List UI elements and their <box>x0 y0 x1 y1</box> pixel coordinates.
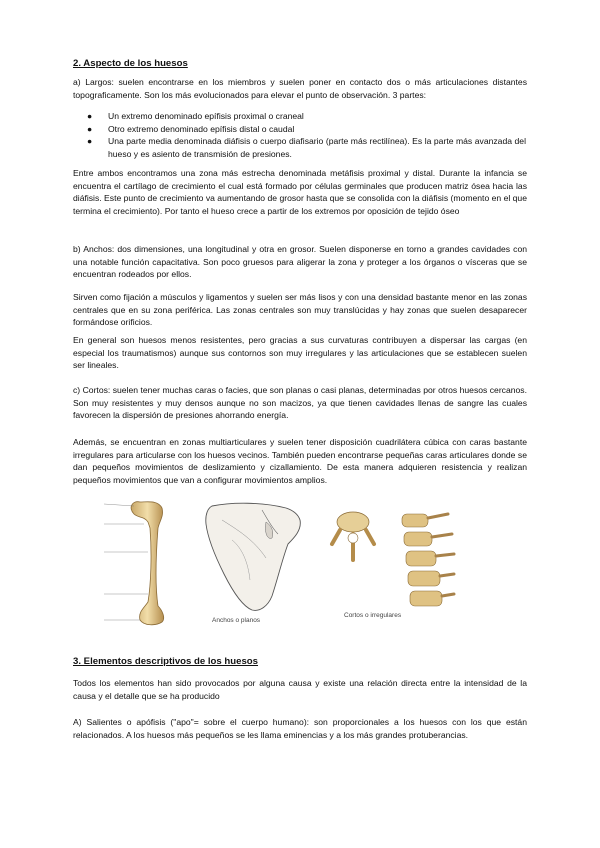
paragraph-intro-elementos: Todos los elementos han sido provocados por alguna causa y existe una relación directa entre la intensidad de la causa y el detalle que se ha producido <box>73 678 527 701</box>
spine-figure <box>392 510 456 610</box>
list-item: ● Otro extremo denominado epífisis distal o caudal <box>87 123 295 134</box>
long-bone-illustration <box>104 494 194 630</box>
flat-bone-figure <box>202 500 308 616</box>
paragraph-cortos: c) Cortos: suelen tener muchas caras o facies, que son planas o casi planas, determinadas por otros huesos cercanos. Son muy resistentes y muy densos aunque no son macizos, ya que tienen cavidades llenas de sangre las cuales favorecen la dispersión de presiones ahorrando energía. <box>73 385 527 421</box>
paragraph-largos: a) Largos: suelen encontrarse en los miembros y suelen poner en contacto dos o más articulaciones distantes topograficamente. Son los más evolucionados para elevar el punto de observación. 3 partes: <box>73 77 527 100</box>
list-item: ● Una parte media denominada diáfisis o cuerpo diafisario (parte más rectilínea). Es la parte más avanzada del hueso y es asiento de transmisión de presiones. <box>87 136 526 159</box>
section-3-title: 3. Elementos descriptivos de los huesos <box>73 656 259 667</box>
bullet-icon: ● <box>87 111 93 121</box>
spine-illustration <box>392 510 456 610</box>
vertebra-top-illustration <box>326 508 380 564</box>
paragraph-anchos: b) Anchos: dos dimensiones, una longitudinal y otra en grosor. Suelen disponerse en torno a grandes cavidades con una notable función capacitativa. Son poco gruesos para aligerar la zona y proteger a los órganos o vísceras que se encuentran rodeados por ellos. <box>73 244 527 280</box>
paragraph-salientes: A) Salientes o apófisis ("apo"= sobre el cuerpo humano): son proporcionales a los huesos con los que están relacionados. A los huesos más pequeños se les llama eminencias y a los más grandes protuberancias. <box>73 717 527 740</box>
vertebra-figure <box>326 508 380 564</box>
caption-cortos: Cortos o irregulares <box>344 612 402 619</box>
paragraph-resistentes: En general son huesos menos resistentes, pero gracias a sus curvaturas contribuyen a dispersar las cargas (en especial los traumatismos) aunque sus contornos son muy irregulares y las articulaciones que se establecen suelen ser lineales. <box>73 335 527 371</box>
bullet-icon: ● <box>87 136 93 147</box>
paragraph-ademas: Además, se encuentran en zonas multiarticulares y suelen tener disposición cuadrilátera cúbica con caras bastante irregulares para articularse con los huesos vecinos. También pueden encontrarse pequeñas caras articulares donde se dan pequeños movimientos de deslizamiento y cizallamiento. De esta manera adquieren resistencia y realizan pequeños movimientos que van a configurar movimientos amplios. <box>73 437 527 485</box>
bullet-list-partes <box>84 110 526 160</box>
list-item: ● Un extremo denominado epífisis proximal o craneal <box>87 111 304 121</box>
flat-bone-illustration <box>202 500 308 616</box>
paragraph-metafisis: Entre ambos encontramos una zona más estrecha denominada metáfisis proximal y distal. Durante la infancia se encuentra el cartílago de crecimiento el cual está formado por células germinales que producen matriz ósea hacia las diáfisis. Este punto de crecimiento va aumentando de grosor hasta que se consolida con la diáfisis (momento en el que termina el crecimiento). Por tanto el hueso crece a partir de los extremos por oposición de tejido óseo <box>73 168 527 216</box>
caption-anchos: Anchos o planos <box>212 617 261 624</box>
paragraph-fijacion: Sirven como fijación a músculos y ligamentos y suelen ser más lisos y con una densidad bastante menor en las zonas centrales que en su zona periférica. Las zonas centrales son muy translúcidas y hay zonas que suelen desaparecer formándose orificios. <box>73 292 527 328</box>
section-2-title: 2. Aspecto de los huesos <box>73 58 188 69</box>
long-bone-figure <box>104 494 194 630</box>
bullet-icon: ● <box>87 123 93 134</box>
